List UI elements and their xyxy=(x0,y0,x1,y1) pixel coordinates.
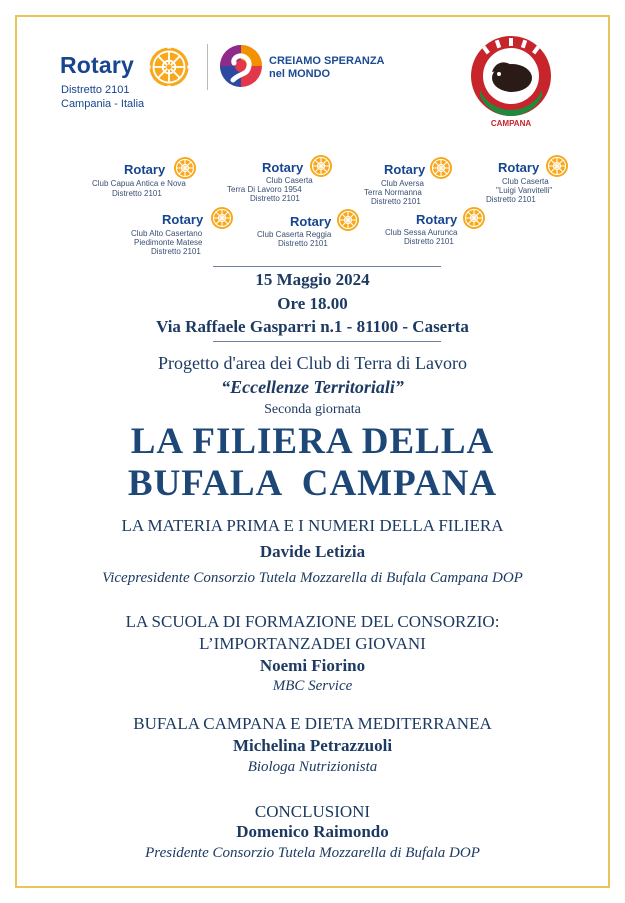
section-heading: LA SCUOLA DI FORMAZIONE DEL CONSORZIO: xyxy=(125,612,500,631)
header-divider xyxy=(207,44,208,90)
club-rotary-wordmark: Rotary xyxy=(124,162,166,177)
club-rotary-wordmark: Rotary xyxy=(498,160,540,175)
speaker-name: Michelina Petrazzuoli xyxy=(232,736,393,755)
club-subname: "Luigi Vanvitelli" xyxy=(496,186,553,195)
club-subname: Terra Di Lavoro 1954 xyxy=(227,185,302,194)
rotary-wordmark: Rotary xyxy=(60,52,135,78)
club-rotary-wordmark: Rotary xyxy=(262,160,304,175)
club-district: Distretto 2101 xyxy=(250,194,300,203)
club-district: Distretto 2101 xyxy=(151,247,201,256)
section-heading-line2: L’IMPORTANZADEI GIOVANI xyxy=(199,634,426,653)
speaker-role: Biologa Nutrizionista xyxy=(247,759,378,775)
club-district: Distretto 2101 xyxy=(278,239,328,248)
hope-subtitle: nel MONDO xyxy=(269,68,331,80)
club-rotary-wordmark: Rotary xyxy=(384,162,426,177)
club-district: Distretto 2101 xyxy=(371,197,421,206)
event-address: Via Raffaele Gasparri n.1 - 81100 - Caserta xyxy=(156,317,469,336)
speaker-name: Noemi Fiorino xyxy=(259,656,366,675)
project-label: Progetto d'area dei Club di Terra di Lavoro xyxy=(157,353,468,373)
mozzarella-logo-label: CAMPANA xyxy=(490,119,532,128)
mozzarella-bufala-campana-logo xyxy=(466,34,556,132)
club-subname: Terra Normanna xyxy=(364,188,422,197)
section-heading: CONCLUSIONI xyxy=(254,802,371,821)
club-name: Club Alto Casertano xyxy=(131,229,203,238)
club-rotary-wordmark: Rotary xyxy=(416,212,458,227)
main-title-line2: BUFALA CAMPANA xyxy=(127,463,498,504)
section-heading: BUFALA CAMPANA E DIETA MEDITERRANEA xyxy=(133,714,492,733)
club-name: Club Caserta xyxy=(502,177,549,186)
speaker-name: Domenico Raimondo xyxy=(236,822,389,841)
speaker-role: MBC Service xyxy=(272,678,353,694)
rotary-region-label: Campania - Italia xyxy=(61,98,145,110)
club-name: Club Sessa Aurunca xyxy=(385,228,458,237)
hope-title: CREIAMO SPERANZA xyxy=(269,55,385,67)
club-rotary-wordmark: Rotary xyxy=(162,212,204,227)
club-district: Distretto 2101 xyxy=(112,189,162,198)
club-rotary-wordmark: Rotary xyxy=(290,214,332,229)
rotary-wheel-icon xyxy=(335,207,361,233)
divider-top xyxy=(213,266,441,267)
event-date: 15 Maggio 2024 xyxy=(255,270,370,289)
rotary-wheel-icon xyxy=(544,153,570,179)
rotary-wheel-icon xyxy=(209,205,235,231)
hope-logo-icon xyxy=(217,42,265,90)
rotary-wheel-icon xyxy=(461,205,487,231)
rotary-wheel-icon xyxy=(172,155,198,181)
rotary-wheel-icon xyxy=(428,155,454,181)
speaker-role: Presidente Consorzio Tutela Mozzarella di Bufala DOP xyxy=(145,845,480,861)
club-name: Club Capua Antica e Nova xyxy=(92,179,186,188)
event-time: Ore 18.00 xyxy=(277,294,348,313)
club-subname: Piedimonte Matese xyxy=(134,238,203,247)
club-name: Club Aversa xyxy=(381,179,424,188)
club-name: Club Caserta Reggia xyxy=(257,230,332,239)
speaker-role: Vicepresidente Consorzio Tutela Mozzarella di Bufala Campana DOP xyxy=(102,570,523,586)
rotary-district-label: Distretto 2101 xyxy=(61,84,130,96)
club-district: Distretto 2101 xyxy=(486,195,536,204)
section-heading: LA MATERIA PRIMA E I NUMERI DELLA FILIERA xyxy=(121,516,504,535)
main-title-line1: LA FILIERA DELLA xyxy=(130,421,495,462)
club-district: Distretto 2101 xyxy=(404,237,454,246)
divider-bottom xyxy=(213,341,441,342)
club-name: Club Caserta xyxy=(266,176,313,185)
project-name: “Eccellenze Territoriali” xyxy=(221,377,404,397)
rotary-wheel-icon xyxy=(146,44,192,90)
speaker-name: Davide Letizia xyxy=(259,542,366,561)
day-label: Seconda giornata xyxy=(264,402,361,417)
